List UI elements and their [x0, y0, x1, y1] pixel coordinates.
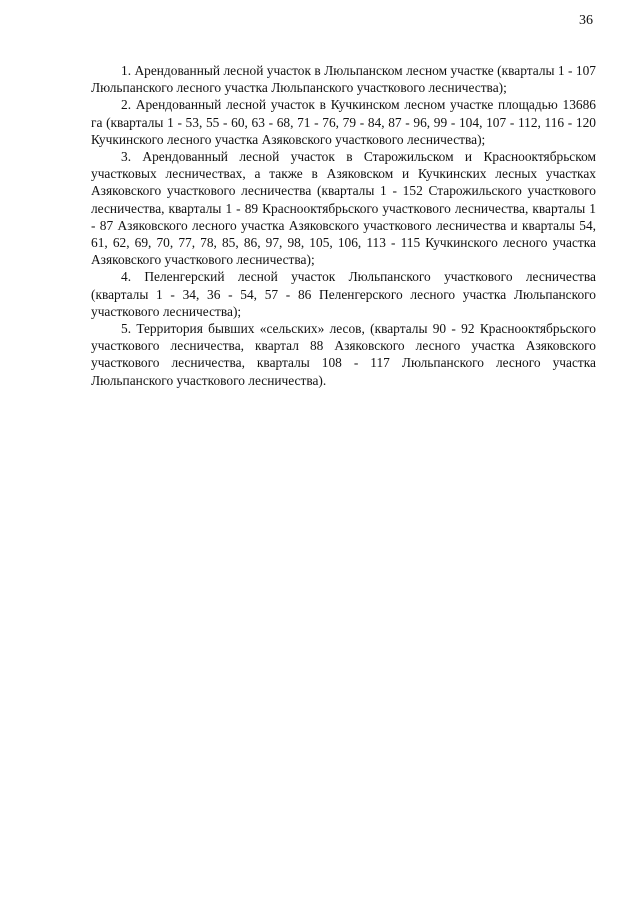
document-body [91, 62, 596, 389]
list-item-2: 2. Арендованный лесной участок в Кучкинском лесном участке площадью 13686 га (кварталы 1 - 53, 55 - 60, 63 - 68, 71 - 76, 79 - 84, 87 - 96, 99 - 104, 107 - 112, 116 - 120 Кучкинского лесного участка Азяковского участкового лесничества); [91, 97, 596, 147]
list-item-4: 4. Пеленгерский лесной участок Люльпанского участкового лесничества (кварталы 1 - 34, 36 - 54, 57 - 86 Пеленгерского лесного участка Люльпанского участкового лесничества); [91, 269, 596, 319]
list-item-3: 3. Арендованный лесной участок в Старожильском и Краснооктябрьском участковых лесничествах, а также в Азяковском и Кучкинских лесных участках Азяковского участкового лесничества (кварталы 1 - 152 Старожильского участкового лесничества, кварталы 1 - 89 Краснооктябрьского участкового лесничества, кварталы 1 - 87 Азяковского лесного участка Азяковского участкового лесничества и кварталы 54, 61, 62, 69, 70, 77, 78, 85, 86, 97, 98, 105, 106, 113 - 115 Кучкинского лесного участка Азяковского участкового лесничества); [91, 149, 596, 268]
list-item-1: 1. Арендованный лесной участок в Люльпанском лесном участке (кварталы 1 - 107 Люльпанского лесного участка Люльпанского участкового лесничества); [91, 63, 596, 96]
page-number: 36 [579, 13, 593, 28]
list-item-5: 5. Территория бывших «сельских» лесов, (кварталы 90 - 92 Краснооктябрьского участкового лесничества, квартал 88 Азяковского лесного участка Азяковского участкового лесничества, кварталы 108 - 117 Люльпанского лесного участка Люльпанского участкового лесничества). [91, 321, 596, 388]
